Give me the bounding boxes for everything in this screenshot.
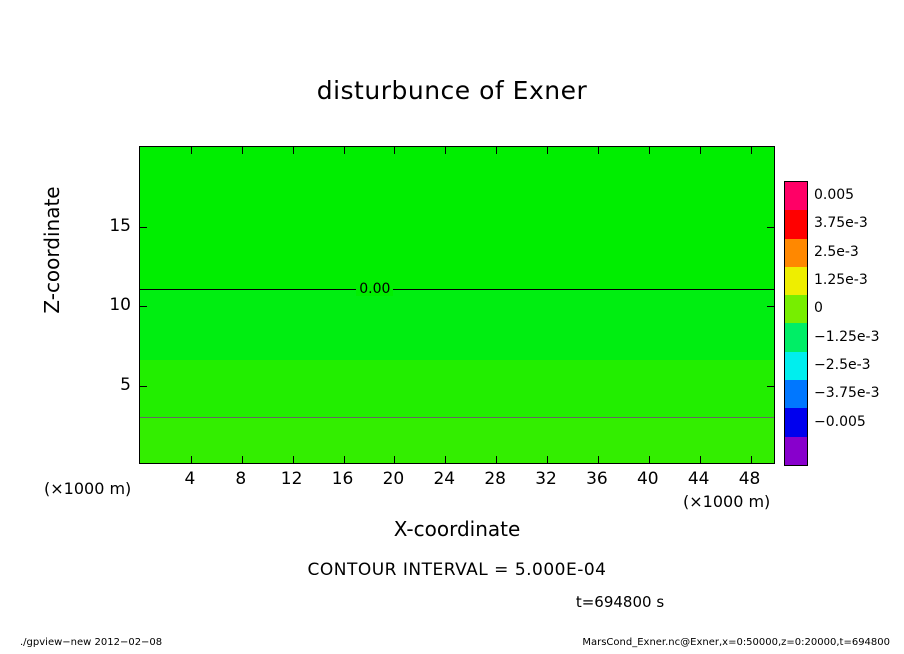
x-tick xyxy=(394,456,395,463)
colorbar-tick-label: −2.5e-3 xyxy=(814,356,871,373)
axis-ticks xyxy=(140,147,774,463)
x-tick xyxy=(191,147,192,154)
time-stamp: t=694800 s xyxy=(575,593,665,611)
y-tick xyxy=(767,386,774,387)
colorbar-tick-label: 1.25e-3 xyxy=(814,272,868,289)
y-tick xyxy=(767,227,774,228)
y-tick xyxy=(140,386,147,387)
x-tick xyxy=(598,456,599,463)
colorbar-cell xyxy=(785,267,807,295)
x-tick xyxy=(293,147,294,154)
x-tick-label: 40 xyxy=(636,469,659,489)
x-tick xyxy=(751,147,752,154)
x-tick xyxy=(344,147,345,154)
x-tick xyxy=(293,456,294,463)
x-tick xyxy=(191,456,192,463)
colorbar-cell xyxy=(785,210,807,238)
x-tick-label: 8 xyxy=(235,469,247,489)
y-axis-units: (×1000 m) xyxy=(44,479,132,498)
y-tick-label: 15 xyxy=(109,215,131,236)
colorbar-tick-label: −3.75e-3 xyxy=(814,385,880,402)
y-tick-label: 5 xyxy=(120,374,131,395)
x-tick-label: 48 xyxy=(738,469,761,489)
contour-interval-text: CONTOUR INTERVAL = 5.000E-04 xyxy=(307,560,607,580)
footer-left-text: ./gpview−new 2012−02−08 xyxy=(20,637,163,648)
colorbar-cell xyxy=(785,352,807,380)
x-tick-label: 4 xyxy=(184,469,196,489)
x-tick-label: 16 xyxy=(331,469,354,489)
x-tick-label: 24 xyxy=(433,469,456,489)
plot-area[interactable] xyxy=(139,146,775,464)
colorbar-cell xyxy=(785,380,807,408)
x-tick xyxy=(496,456,497,463)
x-axis-units: (×1000 m) xyxy=(683,492,771,511)
x-tick-label: 20 xyxy=(382,469,405,489)
x-tick-label: 12 xyxy=(280,469,303,489)
colorbar-tick-label: 3.75e-3 xyxy=(814,215,868,232)
colorbar-cell xyxy=(785,182,807,210)
x-tick xyxy=(242,456,243,463)
x-tick-label: 44 xyxy=(687,469,710,489)
x-tick xyxy=(700,147,701,154)
colorbar-tick-label: −1.25e-3 xyxy=(814,328,880,345)
y-tick xyxy=(140,306,147,307)
colorbar-tick-label: 0 xyxy=(814,300,823,317)
colorbar-cell xyxy=(785,295,807,323)
x-tick xyxy=(598,147,599,154)
x-tick xyxy=(394,147,395,154)
colorbar-cell xyxy=(785,323,807,351)
colorbar xyxy=(784,181,808,466)
colorbar-cell xyxy=(785,239,807,267)
colorbar-tick-label: 2.5e-3 xyxy=(814,243,859,260)
x-tick xyxy=(751,456,752,463)
footer-right-text: MarsCond_Exner.nc@Exner,x=0:50000,z=0:20000,t=694800 xyxy=(582,637,890,648)
x-tick xyxy=(649,147,650,154)
contour-label: 0.00 xyxy=(356,282,393,296)
x-tick xyxy=(496,147,497,154)
y-tick xyxy=(767,306,774,307)
y-tick xyxy=(140,227,147,228)
x-tick xyxy=(547,456,548,463)
y-tick-label: 10 xyxy=(109,295,131,315)
colorbar-cell xyxy=(785,437,807,465)
x-tick xyxy=(344,456,345,463)
x-tick xyxy=(242,147,243,154)
x-tick xyxy=(547,147,548,154)
x-tick xyxy=(445,147,446,154)
x-axis-title: X-coordinate xyxy=(393,517,521,541)
x-tick-label: 28 xyxy=(484,469,506,489)
colorbar-tick-label: −0.005 xyxy=(814,413,866,430)
colorbar-cell xyxy=(785,408,807,436)
x-tick xyxy=(700,456,701,463)
page-title: disturbunce of Exner xyxy=(316,76,588,105)
y-axis-title: Z-coordinate xyxy=(40,186,64,314)
x-tick-label: 36 xyxy=(586,469,608,489)
colorbar-tick-label: 0.005 xyxy=(814,187,855,204)
x-tick-label: 32 xyxy=(535,469,557,489)
x-tick xyxy=(445,456,446,463)
x-tick xyxy=(649,456,650,463)
